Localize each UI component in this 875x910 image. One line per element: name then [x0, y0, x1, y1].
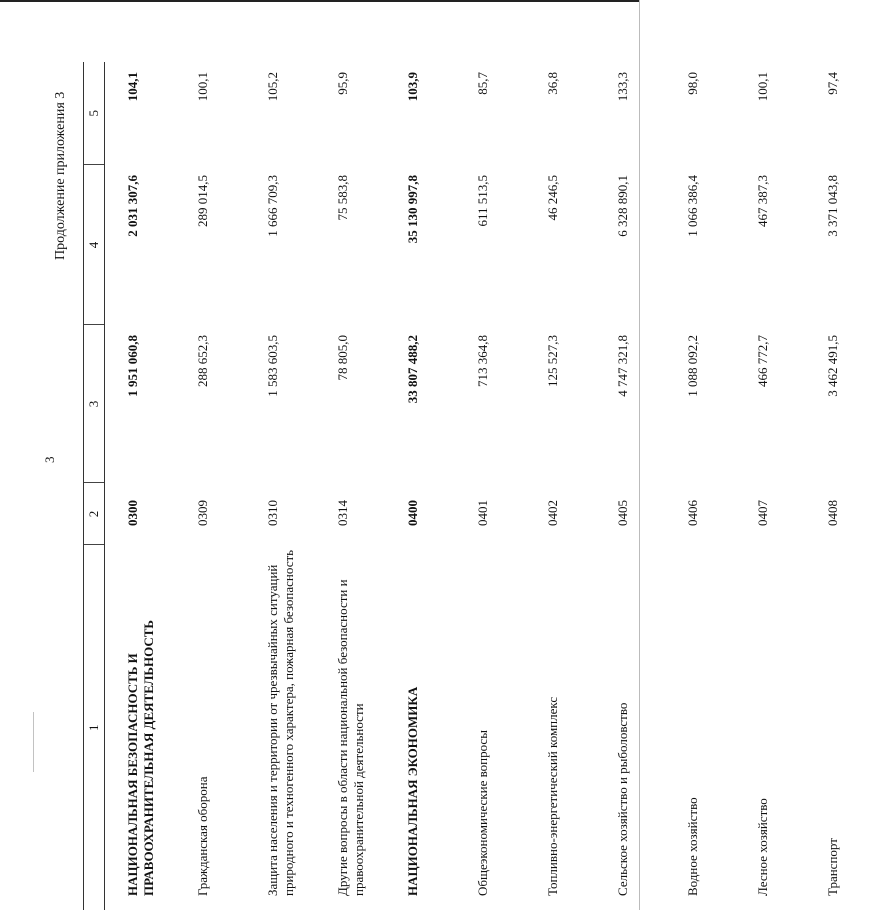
- row-value-col3: 78 805,0: [335, 335, 350, 381]
- row-code: 0314: [335, 500, 350, 526]
- header-col-5: 5: [84, 62, 105, 165]
- row-value-col3: 125 527,3: [545, 335, 560, 387]
- table-row: [735, 62, 805, 910]
- row-value-col4: 289 014,5: [195, 175, 210, 227]
- row-name: Лесное хозяйство: [755, 798, 770, 896]
- row-code: 0310: [265, 500, 280, 526]
- row-value-col4: 1 066 386,4: [685, 175, 700, 237]
- row-code: 0408: [825, 500, 840, 526]
- table-row: [315, 62, 385, 910]
- row-name: Гражданская оборона: [195, 776, 210, 896]
- table-body: [105, 62, 875, 910]
- row-code: 0300: [125, 500, 140, 526]
- row-name: Защита населения и территории от чрезвычайных ситуаций природного и техногенного характера, пожарная безопасность: [265, 549, 297, 896]
- row-value-col3: 288 652,3: [195, 335, 210, 387]
- row-value-col3: 466 772,7: [755, 335, 770, 387]
- row-percent-col5: 104,1: [125, 72, 140, 102]
- row-code: 0406: [685, 500, 700, 526]
- header-col-2: 2: [84, 483, 105, 545]
- row-name: Общеэкономические вопросы: [475, 730, 490, 896]
- row-name: Транспорт: [825, 838, 840, 896]
- budget-table: [83, 62, 875, 910]
- row-percent-col5: 85,7: [475, 72, 490, 95]
- row-value-col3: 713 364,8: [475, 335, 490, 387]
- table-row: [175, 62, 245, 910]
- table-row: [595, 62, 665, 910]
- row-name: Сельское хозяйство и рыболовство: [615, 702, 630, 896]
- table-row: [805, 62, 875, 910]
- row-code: 0400: [405, 500, 420, 526]
- row-value-col4: 1 666 709,3: [265, 175, 280, 237]
- row-percent-col5: 103,9: [405, 72, 420, 102]
- row-percent-col5: 100,1: [755, 72, 770, 102]
- header-col-4: 4: [84, 165, 105, 325]
- row-value-col4: 6 328 890,1: [615, 175, 630, 237]
- row-name: Топливно-энергетический комплекс: [545, 696, 560, 896]
- row-name: Другие вопросы в области национальной безопасности и правоохранительной деятельности: [335, 579, 367, 896]
- row-percent-col5: 36,8: [545, 72, 560, 95]
- row-code: 0405: [615, 500, 630, 526]
- row-value-col3: 1 951 060,8: [125, 335, 140, 397]
- row-code: 0407: [755, 500, 770, 526]
- table-row: [455, 62, 525, 910]
- row-value-col4: 467 387,3: [755, 175, 770, 227]
- row-code: 0309: [195, 500, 210, 526]
- row-value-col3: 33 807 488,2: [405, 335, 420, 404]
- table-row: [245, 62, 315, 910]
- row-value-col4: 611 513,5: [475, 175, 490, 227]
- row-name: НАЦИОНАЛЬНАЯ ЭКОНОМИКА: [405, 686, 420, 896]
- row-percent-col5: 98,0: [685, 72, 700, 95]
- row-value-col4: 46 246,5: [545, 175, 560, 221]
- table-row: [525, 62, 595, 910]
- row-name: Водное хозяйство: [685, 797, 700, 896]
- row-percent-col5: 95,9: [335, 72, 350, 95]
- page-number: 3: [42, 456, 57, 463]
- row-name: НАЦИОНАЛЬНАЯ БЕЗОПАСНОСТЬ И ПРАВООХРАНИТЕЛЬНАЯ ДЕЯТЕЛЬНОСТЬ: [125, 619, 157, 896]
- table-row: [385, 62, 455, 910]
- row-value-col3: 1 088 092,2: [685, 335, 700, 397]
- row-value-col3: 3 462 491,5: [825, 335, 840, 397]
- table-header-row: [84, 62, 105, 910]
- row-code: 0401: [475, 500, 490, 526]
- header-col-1: 1: [84, 545, 105, 910]
- row-percent-col5: 133,3: [615, 72, 630, 102]
- row-code: 0402: [545, 500, 560, 526]
- header-col-3: 3: [84, 325, 105, 483]
- row-value-col4: 3 371 043,8: [825, 175, 840, 237]
- row-percent-col5: 105,2: [265, 72, 280, 102]
- appendix-caption: Продолжение приложения 3: [53, 91, 68, 260]
- row-percent-col5: 97,4: [825, 72, 840, 95]
- row-percent-col5: 100,1: [195, 72, 210, 102]
- row-value-col3: 4 747 321,8: [615, 335, 630, 397]
- table-row: [665, 62, 735, 910]
- row-value-col4: 75 583,8: [335, 175, 350, 221]
- row-value-col4: 35 130 997,8: [405, 175, 420, 244]
- row-value-col4: 2 031 307,6: [125, 175, 140, 237]
- table-row: [105, 62, 176, 910]
- row-value-col3: 1 583 603,5: [265, 335, 280, 397]
